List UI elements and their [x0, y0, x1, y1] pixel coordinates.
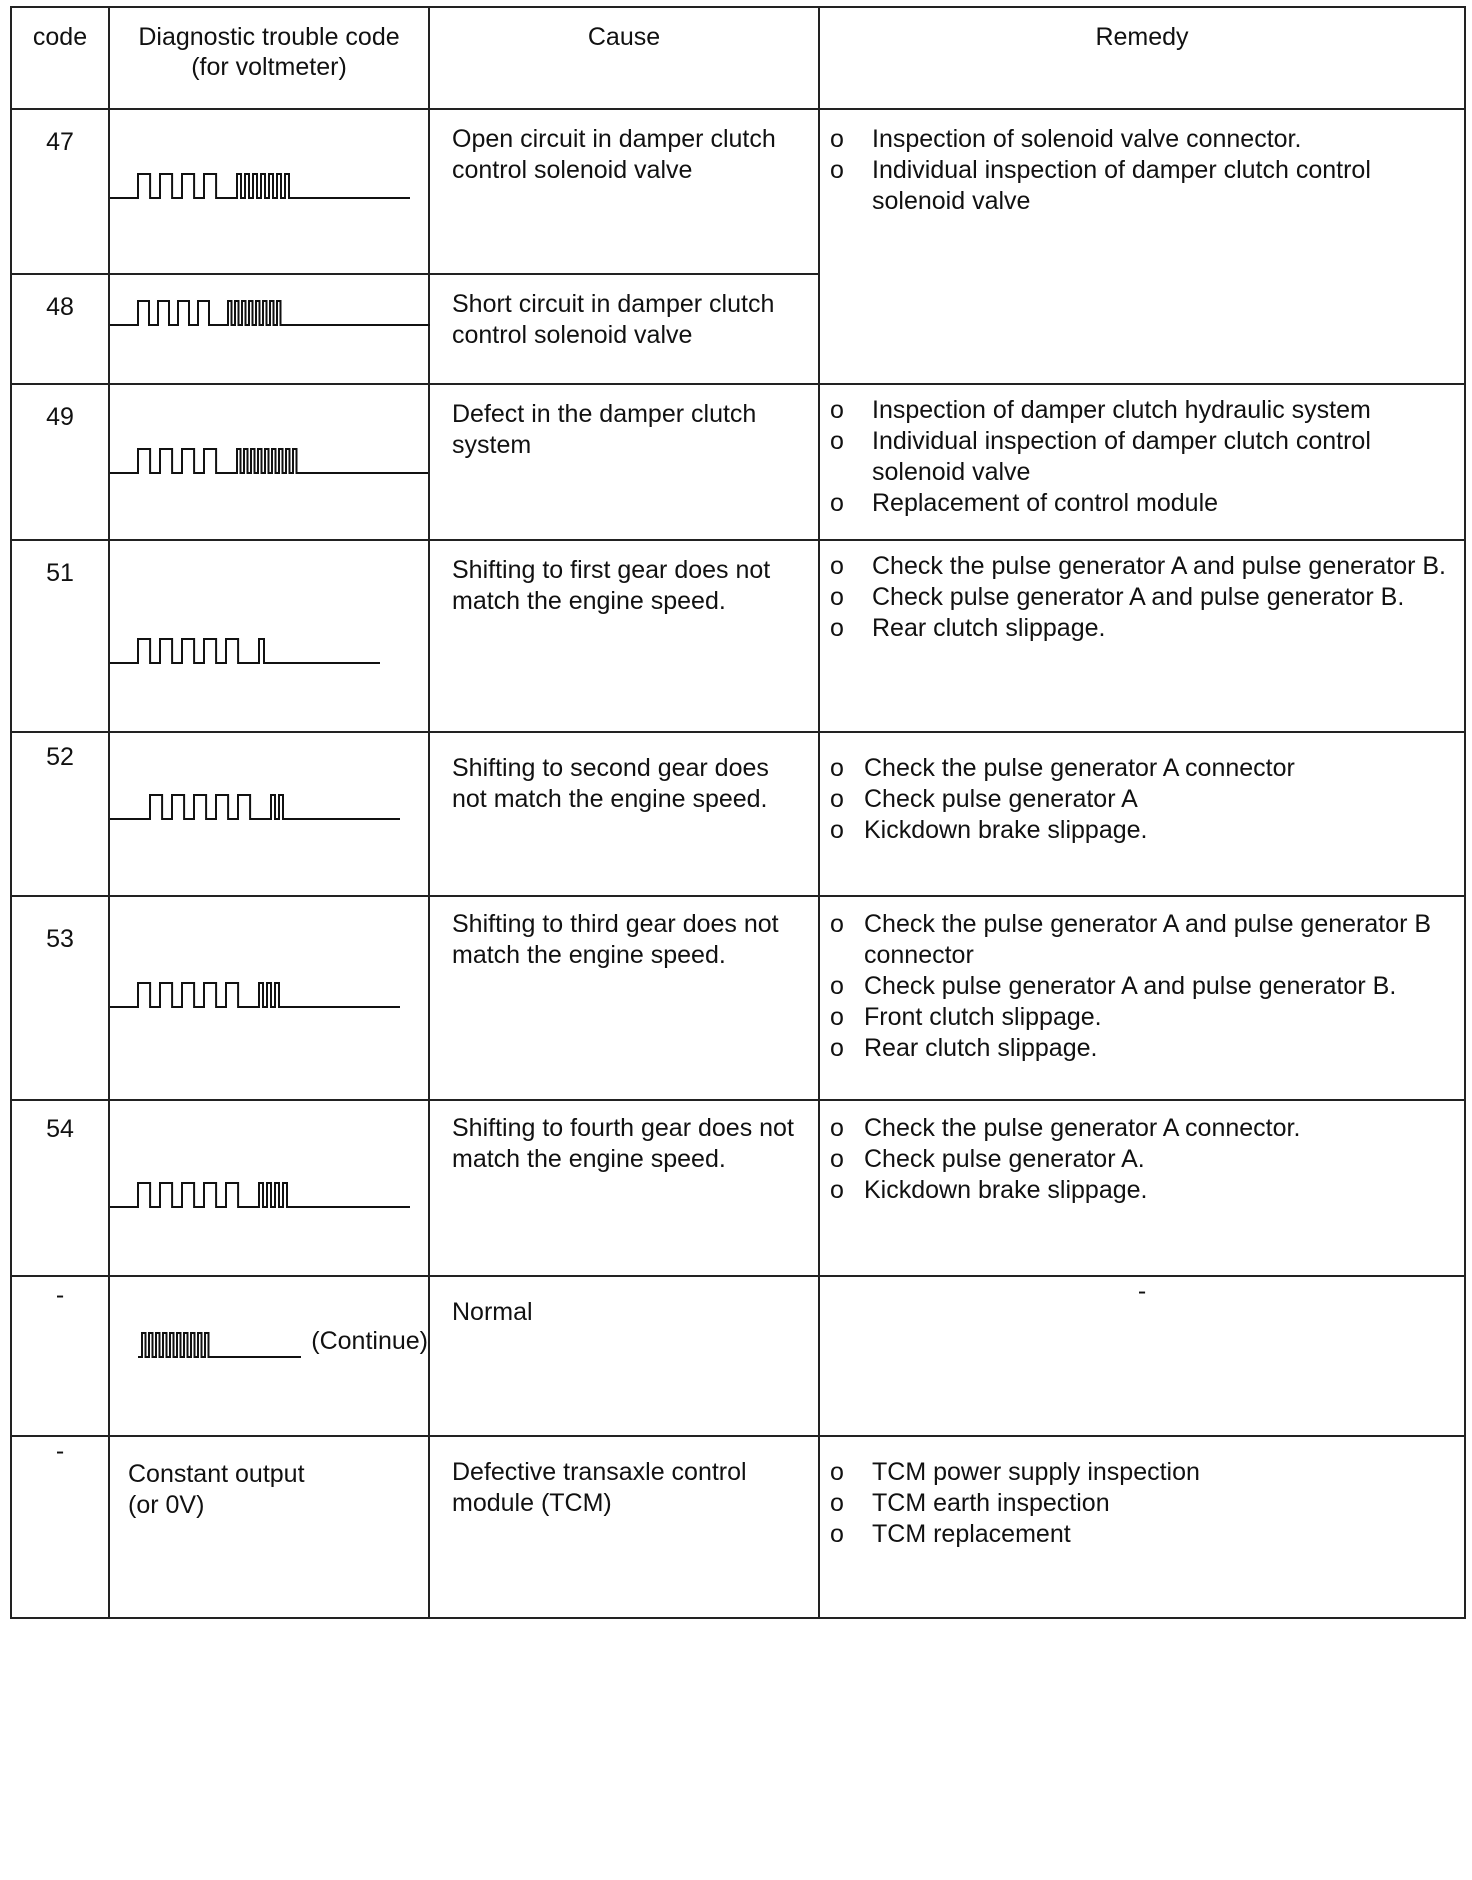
- code-cell: 48: [11, 274, 109, 384]
- remedy-item: [830, 395, 1454, 426]
- remedy-text: Rear clutch slippage.: [864, 1034, 1098, 1062]
- remedy-cell: [819, 896, 1465, 1100]
- cause-cell: Shifting to second gear does not match the engine speed.: [429, 732, 819, 896]
- pulse-waveform: [110, 733, 430, 883]
- remedy-item: [830, 815, 1454, 846]
- remedy-item: [830, 124, 1454, 155]
- remedy-text: Replacement of control module: [872, 489, 1219, 517]
- remedy-list: [820, 385, 1464, 519]
- header-code: code: [11, 7, 109, 109]
- bullet: o: [830, 816, 844, 844]
- remedy-text: Check the pulse generator A connector.: [864, 1114, 1301, 1142]
- remedy-text: Inspection of damper clutch hydraulic system: [872, 396, 1371, 424]
- code-cell: 53: [11, 896, 109, 1100]
- bullet: o: [830, 972, 844, 1000]
- remedy-cell: [819, 109, 1465, 384]
- table-row: [11, 540, 1465, 732]
- remedy-item: [830, 1175, 1454, 1206]
- remedy-item: [830, 613, 1454, 644]
- table-row: [11, 732, 1465, 896]
- code-cell: -: [11, 1436, 109, 1618]
- pulse-line: [110, 174, 410, 198]
- remedy-item: [830, 1144, 1454, 1175]
- signal-cell: [109, 274, 429, 384]
- remedy-list: [820, 897, 1464, 1064]
- pulse-line: [110, 639, 380, 663]
- bullet: o: [830, 754, 844, 782]
- remedy-item: [830, 1113, 1454, 1144]
- remedy-text: Inspection of solenoid valve connector.: [872, 125, 1302, 153]
- table-row: [11, 1276, 1465, 1436]
- bullet: o: [830, 1145, 844, 1173]
- remedy-text: TCM power supply inspection: [872, 1458, 1200, 1486]
- bullet: o: [830, 614, 844, 642]
- code-cell: 47: [11, 109, 109, 274]
- remedy-list: [820, 110, 1464, 217]
- remedy-list: [820, 541, 1464, 644]
- remedy-item: [830, 1033, 1454, 1064]
- remedy-text: Check the pulse generator A connector: [864, 754, 1295, 782]
- table-row: [11, 1436, 1465, 1618]
- header-remedy: Remedy: [819, 7, 1465, 109]
- bullet: o: [830, 489, 844, 517]
- bullet: o: [830, 125, 844, 153]
- table-row: [11, 384, 1465, 540]
- code-cell: 49: [11, 384, 109, 540]
- remedy-list: [820, 733, 1464, 846]
- remedy-text: Check pulse generator A: [864, 785, 1138, 813]
- pulse-line: [110, 449, 428, 473]
- pulse-waveform: [110, 897, 430, 1097]
- diagnostic-trouble-code-table: [10, 6, 1466, 1619]
- remedy-cell: [819, 540, 1465, 732]
- header-diagnostic-title: Diagnostic trouble code: [138, 23, 400, 51]
- remedy-text: TCM earth inspection: [872, 1489, 1110, 1517]
- remedy-text: Check pulse generator A and pulse generator B.: [864, 972, 1397, 1000]
- remedy-item: [830, 426, 1454, 488]
- remedy-text: Check the pulse generator A and pulse generator B connector: [864, 910, 1432, 969]
- bullet: o: [830, 156, 844, 184]
- remedy-item: [830, 1488, 1454, 1519]
- cause-cell: Open circuit in damper clutch control solenoid valve: [429, 109, 819, 274]
- table-header-row: [11, 7, 1465, 109]
- remedy-text: Front clutch slippage.: [864, 1003, 1102, 1031]
- bullet: o: [830, 1458, 844, 1486]
- header-cause: Cause: [429, 7, 819, 109]
- remedy-text: Kickdown brake slippage.: [864, 1176, 1148, 1204]
- remedy-cell: [819, 1436, 1465, 1618]
- remedy-item: [830, 753, 1454, 784]
- bullet: o: [830, 427, 844, 455]
- remedy-item: [830, 155, 1454, 217]
- remedy-text: Check pulse generator A.: [864, 1145, 1145, 1173]
- code-cell: 51: [11, 540, 109, 732]
- header-diagnostic-code: [109, 7, 429, 109]
- remedy-text: TCM replacement: [872, 1520, 1071, 1548]
- remedy-item: [830, 582, 1454, 613]
- signal-cell: [109, 1100, 429, 1276]
- remedy-text: Check the pulse generator A and pulse generator B.: [872, 552, 1446, 580]
- remedy-text: Check pulse generator A and pulse generator B.: [872, 583, 1405, 611]
- bullet: o: [830, 910, 844, 938]
- bullet: o: [830, 552, 844, 580]
- signal-cell: [109, 384, 429, 540]
- remedy-item: [830, 971, 1454, 1002]
- remedy-cell: [819, 384, 1465, 540]
- signal-cell: [109, 896, 429, 1100]
- header-diagnostic-subtitle: (for voltmeter): [191, 53, 347, 81]
- remedy-item: [830, 784, 1454, 815]
- bullet: o: [830, 1176, 844, 1204]
- cause-cell: Shifting to third gear does not match the engine speed.: [429, 896, 819, 1100]
- remedy-item: [830, 1519, 1454, 1550]
- remedy-cell: [819, 732, 1465, 896]
- bullet: o: [830, 583, 844, 611]
- signal-cell: [109, 1276, 429, 1436]
- cause-cell: Short circuit in damper clutch control solenoid valve: [429, 274, 819, 384]
- pulse-line: [110, 1183, 410, 1207]
- bullet: o: [830, 1034, 844, 1062]
- table-row: [11, 1100, 1465, 1276]
- remedy-text: Rear clutch slippage.: [872, 614, 1106, 642]
- bullet: o: [830, 1520, 844, 1548]
- pulse-line: [110, 983, 400, 1007]
- code-cell: -: [11, 1276, 109, 1436]
- code-cell: 52: [11, 732, 109, 896]
- continue-signal: [110, 1277, 428, 1361]
- pulse-waveform: [110, 110, 430, 260]
- pulse-line: [138, 1333, 301, 1357]
- table-row: [11, 896, 1465, 1100]
- remedy-text: Individual inspection of damper clutch control solenoid valve: [872, 156, 1371, 215]
- cause-cell: Normal: [429, 1276, 819, 1436]
- remedy-cell: [819, 1100, 1465, 1276]
- remedy-text: Kickdown brake slippage.: [864, 816, 1148, 844]
- remedy-item: [830, 1002, 1454, 1033]
- bullet: o: [830, 1489, 844, 1517]
- remedy-item: [830, 1457, 1454, 1488]
- remedy-item: [830, 488, 1454, 519]
- table-row: [11, 109, 1465, 274]
- remedy-cell: -: [819, 1276, 1465, 1436]
- pulse-line: [110, 301, 430, 325]
- code-cell: 54: [11, 1100, 109, 1276]
- signal-cell: [109, 109, 429, 274]
- continue-label: (Continue): [311, 1326, 428, 1355]
- remedy-text: Individual inspection of damper clutch control solenoid valve: [872, 427, 1371, 486]
- pulse-line: [110, 795, 400, 819]
- pulse-waveform: [110, 275, 430, 375]
- pulse-waveform: [138, 1321, 301, 1361]
- remedy-list: [820, 1437, 1464, 1550]
- remedy-item: [830, 551, 1454, 582]
- bullet: o: [830, 785, 844, 813]
- pulse-waveform: [110, 1101, 430, 1271]
- remedy-list: [820, 1101, 1464, 1206]
- bullet: o: [830, 396, 844, 424]
- signal-cell: [109, 732, 429, 896]
- pulse-waveform: [110, 385, 430, 535]
- bullet: o: [830, 1003, 844, 1031]
- remedy-item: [830, 909, 1454, 971]
- pulse-waveform: [110, 541, 430, 721]
- cause-cell: Defective transaxle control module (TCM): [429, 1436, 819, 1618]
- cause-cell: Shifting to fourth gear does not match the engine speed.: [429, 1100, 819, 1276]
- signal-cell: [109, 540, 429, 732]
- cause-cell: Defect in the damper clutch system: [429, 384, 819, 540]
- cause-cell: Shifting to first gear does not match the engine speed.: [429, 540, 819, 732]
- bullet: o: [830, 1114, 844, 1142]
- signal-cell: [109, 1436, 429, 1618]
- constant-output-text: Constant output (or 0V): [128, 1460, 305, 1519]
